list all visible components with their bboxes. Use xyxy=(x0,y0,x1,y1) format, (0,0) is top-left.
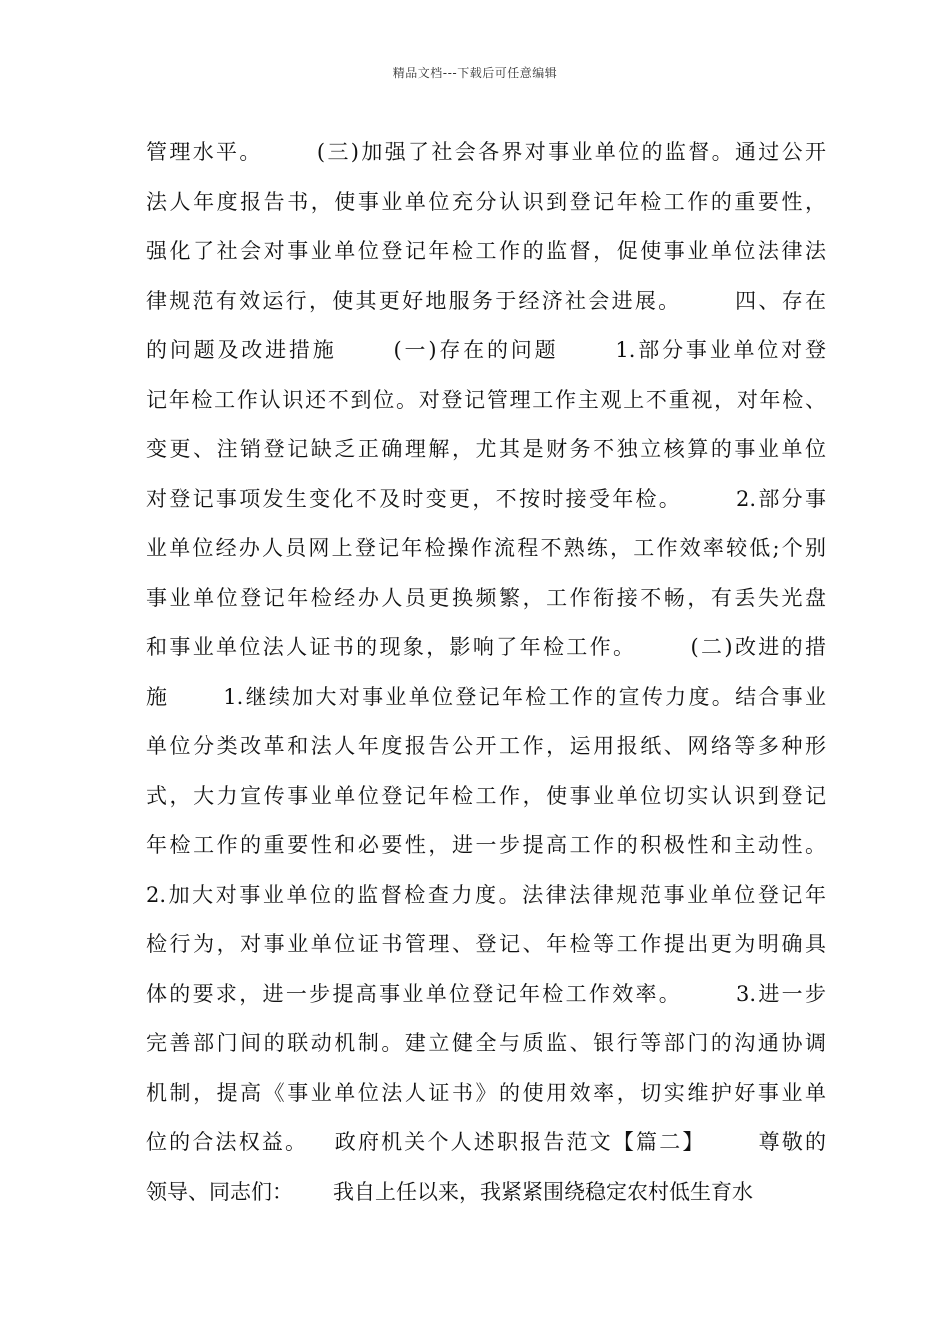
text-line: 年检工作的重要性和必要性，进一步提高工作的积极性和主动性。 xyxy=(146,833,826,857)
text-line: 位的合法权益。 政府机关个人述职报告范文【篇二】 尊敬的 xyxy=(146,1130,826,1154)
text-line: 法人年度报告书，使事业单位充分认识到登记年检工作的重要性， xyxy=(146,189,826,214)
text-line: 施 1.继续加大对事业单位登记年检工作的宣传力度。结合事业 xyxy=(146,684,826,709)
text-line: 单位分类改革和法人年度报告公开工作，运用报纸、网络等多种形 xyxy=(146,734,826,758)
text-line: 律规范有效运行，使其更好地服务于经济社会进展。 四、存在 xyxy=(146,288,826,313)
text-line: 领导、同志们： 我自上任以来，我紧紧围绕稳定农村低生育水 xyxy=(146,1179,754,1204)
text-line: 变更、注销登记缺乏正确理解，尤其是财务不独立核算的事业单位 xyxy=(146,437,826,461)
text-line: 和事业单位法人证书的现象，影响了年检工作。 (二)改进的措 xyxy=(146,635,826,659)
page-header: 精品文档---下载后可任意编辑 xyxy=(392,66,558,80)
text-line: 对登记事项发生变化不及时变更，不按时接受年检。 2.部分事 xyxy=(146,486,826,511)
text-line: 管理水平。 (三)加强了社会各界对事业单位的监督。通过公开 xyxy=(146,140,826,164)
text-line: 2.加大对事业单位的监督检查力度。法律法律规范事业单位登记年 xyxy=(146,882,826,907)
text-line: 检行为，对事业单位证书管理、登记、年检等工作提出更为明确具 xyxy=(146,932,826,956)
text-line: 的问题及改进措施 (一)存在的问题 1.部分事业单位对登 xyxy=(146,338,826,362)
text-line: 记年检工作认识还不到位。对登记管理工作主观上不重视，对年检、 xyxy=(146,387,826,412)
text-line: 完善部门间的联动机制。建立健全与质监、银行等部门的沟通协调 xyxy=(146,1031,826,1055)
text-line: 事业单位登记年检经办人员更换频繁，工作衔接不畅，有丢失光盘 xyxy=(146,585,826,610)
text-line: 强化了社会对事业单位登记年检工作的监督，促使事业单位法律法 xyxy=(146,239,826,263)
text-line: 式，大力宣传事业单位登记年检工作，使事业单位切实认识到登记 xyxy=(146,783,826,808)
text-line: 机制，提高《事业单位法人证书》的使用效率，切实维护好事业单 xyxy=(146,1080,826,1105)
text-line: 体的要求，进一步提高事业单位登记年检工作效率。 3.进一步 xyxy=(146,981,826,1006)
document-body xyxy=(146,128,826,1217)
text-line: 业单位经办人员网上登记年检操作流程不熟练，工作效率较低;个别 xyxy=(146,536,826,560)
